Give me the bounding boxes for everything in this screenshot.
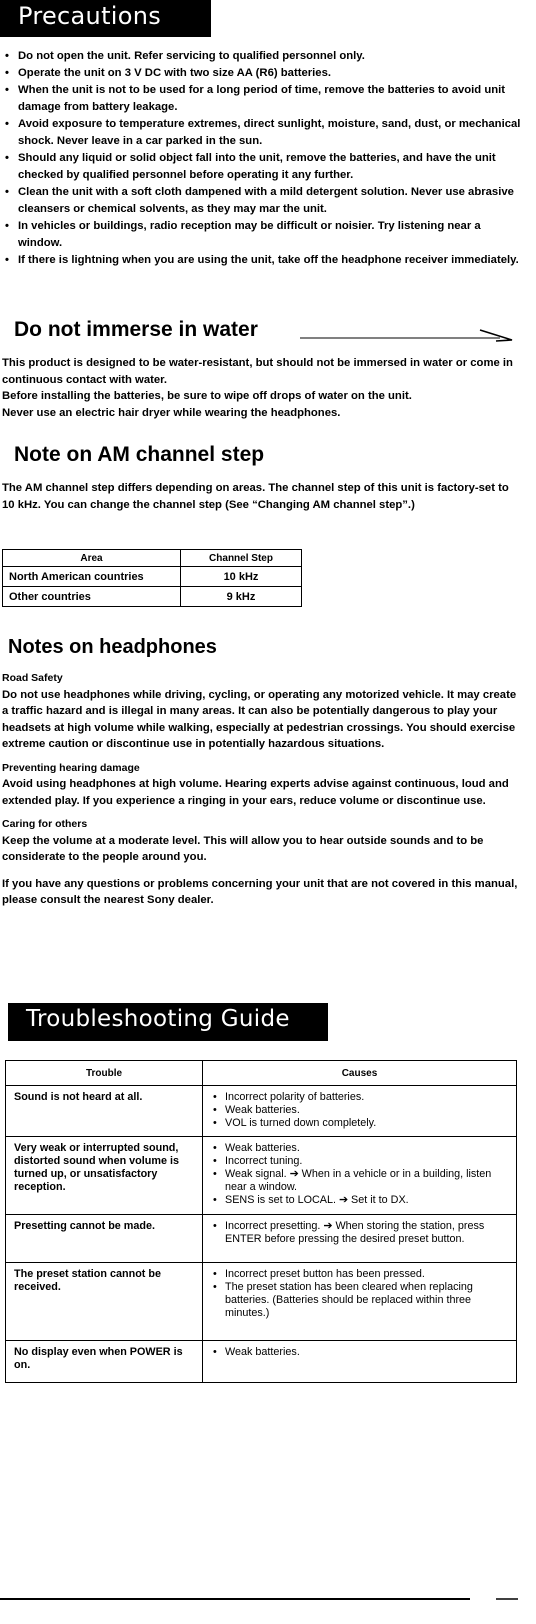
table-cell: Other countries (3, 587, 181, 607)
trouble-cell: The preset station cannot be received. (6, 1263, 203, 1341)
precaution-item: • In vehicles or buildings, radio reception may be difficult or noisier. Try listening near a window. (2, 218, 522, 252)
closing-text: If you have any questions or problems concerning your unit that are not covered in this manual, please consult the nearest Sony dealer. (2, 877, 518, 906)
causes-cell (203, 1215, 517, 1263)
trouble-cell: No display even when POWER is on. (6, 1341, 203, 1383)
cause-item: • Incorrect polarity of batteries. (211, 1091, 508, 1104)
page-bottom-rule (0, 1592, 536, 1604)
precautions-banner (0, 0, 211, 37)
water-heading: Do not immerse in water (14, 318, 258, 341)
table-row (6, 1341, 517, 1383)
trouble-cell: Sound is not heard at all. (6, 1086, 203, 1137)
cause-item: • SENS is set to LOCAL. ➔ Set it to DX. (211, 1194, 508, 1207)
cause-item: • Weak batteries. (211, 1346, 508, 1359)
table-header: Trouble (6, 1061, 203, 1086)
water-text (2, 355, 524, 421)
trouble-cell: Presetting cannot be made. (6, 1215, 203, 1263)
table-cell: 9 kHz (181, 587, 302, 607)
heading-rule (300, 328, 515, 344)
cause-item: • Weak signal. ➔ When in a vehicle or in a building, listen near a window. (211, 1168, 508, 1194)
water-paragraph: This product is designed to be water-resistant, but should not be immersed in water or come in continuous contact with water. (2, 357, 513, 386)
precaution-item: • Operate the unit on 3 V DC with two size AA (R6) batteries. (2, 65, 522, 82)
precaution-item: • Should any liquid or solid object fall into the unit, remove the batteries, and have the unit checked by qualified personnel before operating it any further. (2, 150, 522, 184)
am-step-text: The AM channel step differs depending on areas. The channel step of this unit is factory-set to 10 kHz. You can change the channel step (See “Changing AM channel step”.) (2, 482, 509, 511)
headphones-text (2, 670, 524, 909)
channel-step-table (2, 549, 302, 607)
cause-item: • The preset station has been cleared when replacing batteries. (Batteries should be replaced within three minutes.) (211, 1281, 508, 1320)
cause-item: • Weak batteries. (211, 1142, 508, 1155)
table-cell: North American countries (3, 567, 181, 587)
table-header: Channel Step (181, 550, 302, 567)
precaution-item: • If there is lightning when you are using the unit, take off the headphone receiver immediately. (2, 252, 522, 269)
water-paragraph: Never use an electric hair dryer while wearing the headphones. (2, 406, 341, 419)
troubleshooting-title: Troubleshooting Guide (26, 1006, 290, 1032)
caring-others-text: Keep the volume at a moderate level. This will allow you to hear outside sounds and to be considerate to the people around you. (2, 834, 484, 863)
hearing-damage-text: Avoid using headphones at high volume. Hearing experts advise against continuous, loud and extended play. If you experience a ringing in your ears, reduce volume or discontinue use. (2, 778, 509, 807)
table-row (6, 1086, 517, 1137)
road-safety-text: Do not use headphones while driving, cycling, or operating any motorized vehicle. It may create a traffic hazard and is illegal in many areas. It can also be potentially dangerous to play your headsets at high volume while walking, especially at pedestrian crossings. You should exercise extreme caution or discontinue use in potentially hazardous situations. (2, 688, 517, 750)
precaution-item: • When the unit is not to be used for a long period of time, remove the batteries to avoid unit damage from battery leakage. (2, 82, 522, 116)
cause-item: • Incorrect tuning. (211, 1155, 508, 1168)
causes-cell (203, 1341, 517, 1383)
table-row (3, 567, 302, 587)
precautions-list (2, 48, 522, 269)
causes-cell (203, 1086, 517, 1137)
hearing-damage-title: Preventing hearing damage (2, 761, 140, 774)
cause-item: • VOL is turned down completely. (211, 1117, 508, 1130)
precaution-item: • Do not open the unit. Refer servicing to qualified personnel only. (2, 48, 522, 65)
causes-cell (203, 1137, 517, 1215)
table-header: Causes (203, 1061, 517, 1086)
trouble-cell: Very weak or interrupted sound, distorted sound when volume is turned up, or unsatisfactory reception. (6, 1137, 203, 1215)
road-safety-title: Road Safety (2, 672, 63, 684)
table-row (6, 1137, 517, 1215)
caring-others-title: Caring for others (2, 818, 88, 830)
precautions-title: Precautions (18, 2, 162, 30)
cause-item: • Incorrect presetting. ➔ When storing the station, press ENTER before pressing the desired preset button. (211, 1220, 508, 1246)
cause-item: • Incorrect preset button has been pressed. (211, 1268, 508, 1281)
troubleshooting-table (5, 1060, 517, 1383)
table-header: Area (3, 550, 181, 567)
headphones-heading: Notes on headphones (8, 636, 217, 658)
precaution-item: • Clean the unit with a soft cloth dampened with a mild detergent solution. Never use abrasive cleansers or chemical solvents, as they may mar the unit. (2, 184, 522, 218)
table-row (3, 587, 302, 607)
table-cell: 10 kHz (181, 567, 302, 587)
table-row (6, 1215, 517, 1263)
table-row (6, 1263, 517, 1341)
precaution-item: • Avoid exposure to temperature extremes, direct sunlight, moisture, sand, dust, or mechanical shock. Never leave in a car parked in the sun. (2, 116, 522, 150)
water-paragraph: Before installing the batteries, be sure to wipe off drops of water on the unit. (2, 390, 412, 402)
am-step-heading: Note on AM channel step (14, 443, 265, 466)
troubleshooting-banner (8, 1003, 328, 1041)
causes-cell (203, 1263, 517, 1341)
cause-item: • Weak batteries. (211, 1104, 508, 1117)
